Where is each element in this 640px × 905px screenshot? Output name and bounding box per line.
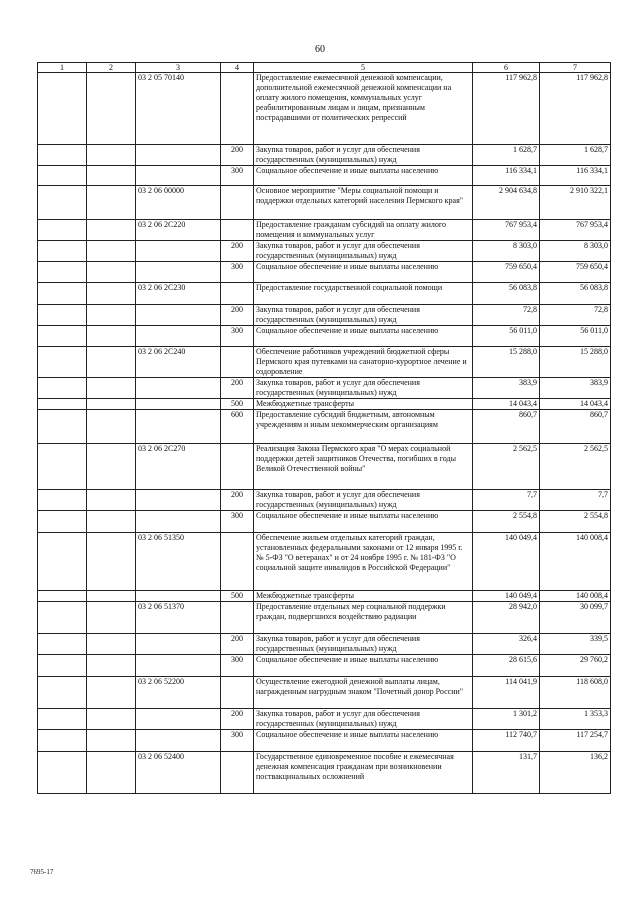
expense-type-code: 200 [221,490,254,511]
expense-type-code [221,186,254,220]
amount-col7: 2 554,8 [540,511,611,533]
item-name: Основное мероприятие "Меры социальной помощи и поддержки отдельных категорий населения Пермского края" [254,186,473,220]
target-article-code [136,709,221,730]
target-article-code [136,399,221,410]
expense-type-code [221,677,254,709]
header-cell: 3 [136,63,221,73]
col2-cell [87,326,136,347]
amount-col7: 1 628,7 [540,145,611,166]
expense-type-code: 300 [221,166,254,186]
col1-cell [38,166,87,186]
item-name: Обеспечение работников учреждений бюджетной сферы Пермского края путевками на санаторно-курортное лечение и оздоровление [254,347,473,378]
header-cell: 1 [38,63,87,73]
col1-cell [38,262,87,283]
target-article-code [136,490,221,511]
col2-cell [87,602,136,634]
header-cell: 5 [254,63,473,73]
target-article-code: 03 2 05 70140 [136,73,221,145]
amount-col6: 15 288,0 [473,347,540,378]
col2-cell [87,591,136,602]
amount-col7: 15 288,0 [540,347,611,378]
table-row [38,634,611,655]
col2-cell [87,709,136,730]
target-article-code [136,241,221,262]
target-article-code [136,634,221,655]
amount-col7: 140 008,4 [540,533,611,591]
col1-cell [38,73,87,145]
amount-col7: 2 910 322,1 [540,186,611,220]
target-article-code [136,655,221,677]
amount-col7: 1 353,3 [540,709,611,730]
expense-type-code [221,533,254,591]
amount-col6: 28 615,6 [473,655,540,677]
table-row [38,399,611,410]
item-name: Предоставление отдельных мер социальной поддержки граждан, подвергшихся воздействию радиации [254,602,473,634]
col1-cell [38,730,87,752]
item-name: Социальное обеспечение и иные выплаты населению [254,326,473,347]
col2-cell [87,677,136,709]
col2-cell [87,533,136,591]
expense-type-code: 200 [221,634,254,655]
amount-col6: 140 049,4 [473,533,540,591]
amount-col7: 136,2 [540,752,611,794]
amount-col6: 8 303,0 [473,241,540,262]
amount-col7: 116 334,1 [540,166,611,186]
col1-cell [38,326,87,347]
amount-col6: 759 650,4 [473,262,540,283]
item-name: Закупка товаров, работ и услуг для обеспечения государственных (муниципальных) нужд [254,709,473,730]
col2-cell [87,655,136,677]
target-article-code [136,262,221,283]
col2-cell [87,730,136,752]
col2-cell [87,347,136,378]
col2-cell [87,220,136,241]
amount-col7: 860,7 [540,410,611,444]
col2-cell [87,410,136,444]
table-row [38,490,611,511]
target-article-code [136,166,221,186]
target-article-code: 03 2 06 2С240 [136,347,221,378]
table-row [38,533,611,591]
table-row [38,73,611,145]
col2-cell [87,241,136,262]
amount-col7: 118 608,0 [540,677,611,709]
item-name: Закупка товаров, работ и услуг для обеспечения государственных (муниципальных) нужд [254,145,473,166]
col2-cell [87,490,136,511]
expense-type-code [221,220,254,241]
col1-cell [38,490,87,511]
item-name: Закупка товаров, работ и услуг для обеспечения государственных (муниципальных) нужд [254,305,473,326]
expense-type-code [221,752,254,794]
col1-cell [38,186,87,220]
amount-col6: 116 334,1 [473,166,540,186]
target-article-code: 03 2 06 00000 [136,186,221,220]
amount-col6: 2 562,5 [473,444,540,490]
col1-cell [38,634,87,655]
target-article-code: 03 2 06 52200 [136,677,221,709]
table-row [38,145,611,166]
amount-col6: 383,9 [473,378,540,399]
target-article-code [136,145,221,166]
amount-col7: 383,9 [540,378,611,399]
table-row [38,511,611,533]
item-name: Предоставление гражданам субсидий на оплату жилого помещения и коммунальных услуг [254,220,473,241]
amount-col7: 30 099,7 [540,602,611,634]
amount-col6: 2 554,8 [473,511,540,533]
item-name: Государственное единовременное пособие и ежемесячная денежная компенсация гражданам при возникновении поствакцинальных осложнений [254,752,473,794]
amount-col6: 56 083,8 [473,283,540,305]
target-article-code: 03 2 06 51350 [136,533,221,591]
item-name: Предоставление государственной социальной помощи [254,283,473,305]
col2-cell [87,166,136,186]
target-article-code: 03 2 06 2С230 [136,283,221,305]
col1-cell [38,709,87,730]
expense-type-code: 300 [221,262,254,283]
col1-cell [38,533,87,591]
expense-type-code: 200 [221,241,254,262]
col2-cell [87,73,136,145]
expense-type-code: 300 [221,511,254,533]
amount-col7: 29 760,2 [540,655,611,677]
table-row [38,591,611,602]
table-row [38,444,611,490]
amount-col7: 117 254,7 [540,730,611,752]
col1-cell [38,444,87,490]
table-row [38,677,611,709]
col1-cell [38,602,87,634]
col1-cell [38,347,87,378]
target-article-code: 03 2 06 2С220 [136,220,221,241]
expense-type-code: 200 [221,145,254,166]
expense-type-code [221,444,254,490]
target-article-code [136,410,221,444]
col2-cell [87,262,136,283]
col2-cell [87,145,136,166]
table-row [38,655,611,677]
header-cell: 7 [540,63,611,73]
col1-cell [38,752,87,794]
amount-col6: 112 740,7 [473,730,540,752]
expense-type-code: 500 [221,591,254,602]
amount-col6: 1 301,2 [473,709,540,730]
expense-type-code: 600 [221,410,254,444]
col1-cell [38,677,87,709]
target-article-code: 03 2 06 2С270 [136,444,221,490]
amount-col7: 759 650,4 [540,262,611,283]
item-name: Осуществление ежегодной денежной выплаты лицам, награжденным нагрудным знаком "Почетный донор России" [254,677,473,709]
col2-cell [87,186,136,220]
amount-col6: 7,7 [473,490,540,511]
amount-col6: 114 041,9 [473,677,540,709]
table-row [38,186,611,220]
table-row [38,283,611,305]
table-row [38,709,611,730]
amount-col7: 14 043,4 [540,399,611,410]
expense-type-code: 300 [221,730,254,752]
target-article-code: 03 2 06 52400 [136,752,221,794]
col1-cell [38,591,87,602]
col2-cell [87,399,136,410]
item-name: Обеспечение жильем отдельных категорий граждан, установленных федеральными законами от 12 января 1995 г. № 5-ФЗ "О ветеранах" и от 24 ноября 1995 г. № 181-ФЗ "О социальной защите инвалидов в Российской Федерации" [254,533,473,591]
amount-col7: 72,8 [540,305,611,326]
amount-col6: 2 904 634,8 [473,186,540,220]
col2-cell [87,378,136,399]
expense-type-code [221,73,254,145]
expense-type-code: 200 [221,378,254,399]
col1-cell [38,220,87,241]
expense-type-code: 500 [221,399,254,410]
table-row [38,347,611,378]
col1-cell [38,145,87,166]
header-row [38,63,611,73]
amount-col7: 339,5 [540,634,611,655]
col1-cell [38,410,87,444]
item-name: Закупка товаров, работ и услуг для обеспечения государственных (муниципальных) нужд [254,490,473,511]
expense-type-code: 200 [221,305,254,326]
target-article-code [136,591,221,602]
target-article-code [136,378,221,399]
table-row [38,305,611,326]
expense-type-code: 300 [221,655,254,677]
item-name: Социальное обеспечение и иные выплаты населению [254,730,473,752]
col2-cell [87,305,136,326]
col2-cell [87,752,136,794]
amount-col7: 56 083,8 [540,283,611,305]
target-article-code: 03 2 06 51370 [136,602,221,634]
document-code: 7695-17 [30,868,54,876]
item-name: Предоставление ежемесячной денежной компенсации, дополнительной ежемесячной денежной компенсации на оплату жилого помещения, коммунальных услуг реабилитированным лицам и лицам, признанным пострадавшими от политических репрессий [254,73,473,145]
amount-col6: 117 962,8 [473,73,540,145]
target-article-code [136,730,221,752]
amount-col6: 131,7 [473,752,540,794]
col2-cell [87,444,136,490]
col1-cell [38,305,87,326]
item-name: Социальное обеспечение и иные выплаты населению [254,655,473,677]
item-name: Социальное обеспечение и иные выплаты населению [254,511,473,533]
header-cell: 2 [87,63,136,73]
table-row [38,752,611,794]
col1-cell [38,283,87,305]
item-name: Закупка товаров, работ и услуг для обеспечения государственных (муниципальных) нужд [254,378,473,399]
amount-col6: 28 942,0 [473,602,540,634]
expense-type-code: 200 [221,709,254,730]
header-cell: 4 [221,63,254,73]
target-article-code [136,305,221,326]
target-article-code [136,511,221,533]
col2-cell [87,511,136,533]
item-name: Предоставление субсидий бюджетным, автономным учреждениям и иным некоммерческим организациям [254,410,473,444]
amount-col6: 767 953,4 [473,220,540,241]
item-name: Социальное обеспечение и иные выплаты населению [254,262,473,283]
amount-col7: 767 953,4 [540,220,611,241]
target-article-code [136,326,221,347]
amount-col7: 8 303,0 [540,241,611,262]
expense-type-code [221,602,254,634]
item-name: Межбюджетные трансферты [254,399,473,410]
amount-col7: 7,7 [540,490,611,511]
page-number: 60 [315,44,325,55]
expense-type-code: 300 [221,326,254,347]
amount-col7: 140 008,4 [540,591,611,602]
table-row [38,262,611,283]
table-row [38,241,611,262]
header-cell: 6 [473,63,540,73]
amount-col6: 14 043,4 [473,399,540,410]
table-row [38,410,611,444]
amount-col6: 72,8 [473,305,540,326]
table-row [38,602,611,634]
amount-col6: 860,7 [473,410,540,444]
expense-type-code [221,347,254,378]
col2-cell [87,634,136,655]
amount-col7: 56 011,0 [540,326,611,347]
col1-cell [38,511,87,533]
amount-col6: 326,4 [473,634,540,655]
col1-cell [38,378,87,399]
table-row [38,730,611,752]
item-name: Межбюджетные трансферты [254,591,473,602]
col1-cell [38,655,87,677]
amount-col6: 140 049,4 [473,591,540,602]
col2-cell [87,283,136,305]
item-name: Закупка товаров, работ и услуг для обеспечения государственных (муниципальных) нужд [254,634,473,655]
item-name: Социальное обеспечение и иные выплаты населению [254,166,473,186]
item-name: Закупка товаров, работ и услуг для обеспечения государственных (муниципальных) нужд [254,241,473,262]
table-row [38,326,611,347]
col1-cell [38,241,87,262]
expense-type-code [221,283,254,305]
table-row [38,378,611,399]
item-name: Реализация Закона Пермского края "О мерах социальной поддержки детей защитников Отечества, погибших в годы Великой Отечественной войны" [254,444,473,490]
table-row [38,220,611,241]
budget-table [37,62,611,794]
amount-col7: 2 562,5 [540,444,611,490]
amount-col6: 1 628,7 [473,145,540,166]
table-row [38,166,611,186]
amount-col6: 56 011,0 [473,326,540,347]
amount-col7: 117 962,8 [540,73,611,145]
col1-cell [38,399,87,410]
